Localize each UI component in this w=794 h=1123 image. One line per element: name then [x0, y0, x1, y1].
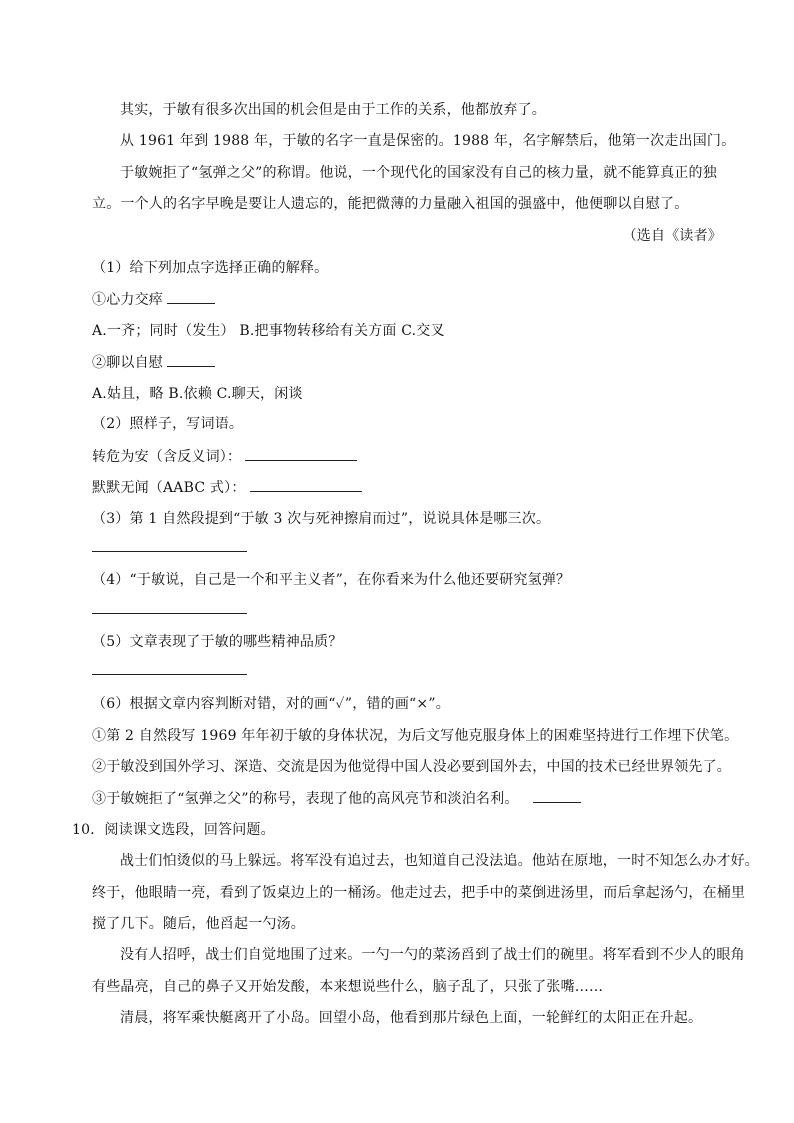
question-6-item-2: ②于敏没到国外学习、深造、交流是因为他觉得中国人没必要到国外去，中国的技术已经世界领先了。	[92, 759, 731, 775]
question-2-item-1	[92, 446, 722, 467]
answer-blank[interactable]	[533, 788, 581, 803]
question-1: （1）给下列加点字选择正确的解释。	[92, 260, 329, 276]
question-5: （5）文章表现了于敏的哪些精神品质？	[92, 634, 343, 650]
answer-blank[interactable]	[245, 446, 357, 461]
question-2: （2）照样子，写词语。	[92, 416, 244, 432]
question-1-item-2-text: ②聊以自慰	[92, 355, 163, 371]
passage-paragraph-2: 从 1961 年到 1988 年，于敏的名字一直是保密的。1988 年，名字解禁后，他第一次走出国门。	[120, 133, 736, 149]
question-1-item-2	[92, 352, 722, 373]
question-6-item-3	[92, 788, 722, 809]
answer-line[interactable]	[92, 613, 247, 614]
section-10-paragraph-1-line-2: 终于，他眼睛一亮，看到了饭桌边上的一桶汤。他走过去，把手中的菜倒进汤里，而后拿起汤勺，在桶里	[92, 885, 746, 901]
section-10-paragraph-1-line-1: 战士们怕烫似的马上躲远。将军没有追过去，也知道自己没法追。他站在原地，一时不知怎么办才好。	[120, 853, 759, 869]
question-3: （3）第 1 自然段提到“于敏 3 次与死神擦肩而过”，说说具体是哪三次。	[92, 511, 551, 527]
section-10-paragraph-2-line-1: 没有人招呼，战士们自觉地围了过来。一勺一勺的菜汤舀到了战士们的碗里。将军看到不少人的眼角	[120, 947, 745, 963]
answer-blank[interactable]	[167, 289, 215, 304]
question-6-item-1: ①第 2 自然段写 1969 年年初于敏的身体状况，为后文写他克服身体上的困难坚持进行工作埋下伏笔。	[92, 728, 739, 744]
question-1-options-1: A.一齐；同时（发生） B.把事物转移给有关方面 C.交叉	[92, 323, 445, 339]
question-1-item-1	[92, 289, 722, 310]
section-10-paragraph-2-line-2: 有些晶亮，自己的鼻子又开始发酸，本来想说些什么，脑子乱了，只张了张嘴……	[92, 979, 604, 995]
passage-paragraph-3-line-2: 立。一个人的名字早晚是要让人遗忘的，能把微薄的力量融入祖国的强盛中，他便聊以自慰了。	[92, 196, 689, 212]
answer-blank[interactable]	[250, 477, 362, 492]
answer-blank[interactable]	[167, 352, 215, 367]
section-10-paragraph-1-line-3: 搅了几下。随后，他舀起一勺汤。	[92, 916, 305, 932]
answer-line[interactable]	[92, 674, 247, 675]
question-6-item-3-text: ③于敏婉拒了“氢弹之父”的称号，表现了他的高风亮节和淡泊名利。	[92, 791, 519, 807]
section-10-heading: 10．阅读课文选段，回答问题。	[72, 822, 275, 838]
question-2-item-2	[92, 477, 722, 498]
question-2-item-2-text: 默默无闻（AABC 式）：	[92, 480, 246, 496]
question-1-item-1-text: ①心力交瘁	[92, 292, 163, 308]
passage-paragraph-1: 其实，于敏有很多次出国的机会但是由于工作的关系，他都放弃了。	[120, 102, 546, 118]
question-1-options-2: A.姑且，略 B.依赖 C.聊天，闲谈	[92, 386, 303, 402]
answer-line[interactable]	[92, 551, 247, 552]
passage-paragraph-3-line-1: 于敏婉拒了“氢弹之父”的称谓。他说，一个现代化的国家没有自己的核力量，就不能算真正的独	[120, 165, 717, 181]
passage-source: （选自《读者》	[622, 228, 722, 244]
question-4: （4）“于敏说，自己是一个和平主义者”，在你看来为什么他还要研究氢弹？	[92, 572, 571, 588]
question-6: （6）根据文章内容判断对错，对的画“✓”，错的画“×”。	[92, 696, 450, 712]
question-2-item-1-text: 转危为安（含反义词）：	[92, 449, 242, 465]
section-10-paragraph-3: 清晨，将军乘快艇离开了小岛。回望小岛，他看到那片绿色上面，一轮鲜红的太阳正在升起。	[120, 1010, 703, 1026]
